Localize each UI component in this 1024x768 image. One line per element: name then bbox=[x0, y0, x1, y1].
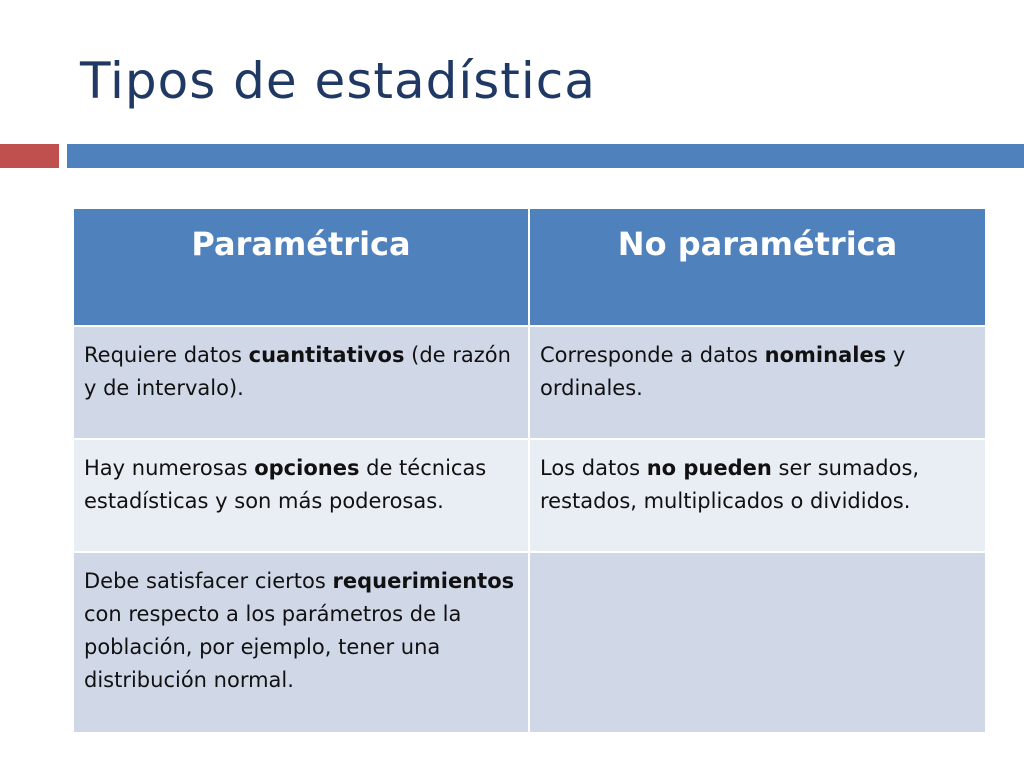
table-header-row bbox=[73, 208, 986, 326]
title-accent-bar-blue bbox=[67, 144, 1024, 168]
cell-nonparametric: Los datos no pueden ser sumados, restados, multiplicados o divididos. bbox=[529, 439, 986, 552]
header-parametric: Paramétrica bbox=[73, 208, 529, 326]
header-nonparametric: No paramétrica bbox=[529, 208, 986, 326]
cell-nonparametric: Corresponde a datos nominales y ordinales. bbox=[529, 326, 986, 439]
title-accent-bar-red bbox=[0, 144, 59, 168]
table-row bbox=[73, 326, 986, 439]
table-row bbox=[73, 552, 986, 733]
cell-parametric: Hay numerosas opciones de técnicas estadísticas y son más poderosas. bbox=[73, 439, 529, 552]
table-row bbox=[73, 439, 986, 552]
slide-title: Tipos de estadística bbox=[80, 52, 596, 110]
cell-parametric: Requiere datos cuantitativos (de razón y de intervalo). bbox=[73, 326, 529, 439]
comparison-table bbox=[72, 207, 987, 734]
cell-parametric: Debe satisfacer ciertos requerimientos con respecto a los parámetros de la población, por ejemplo, tener una distribución normal. bbox=[73, 552, 529, 733]
cell-nonparametric bbox=[529, 552, 986, 733]
